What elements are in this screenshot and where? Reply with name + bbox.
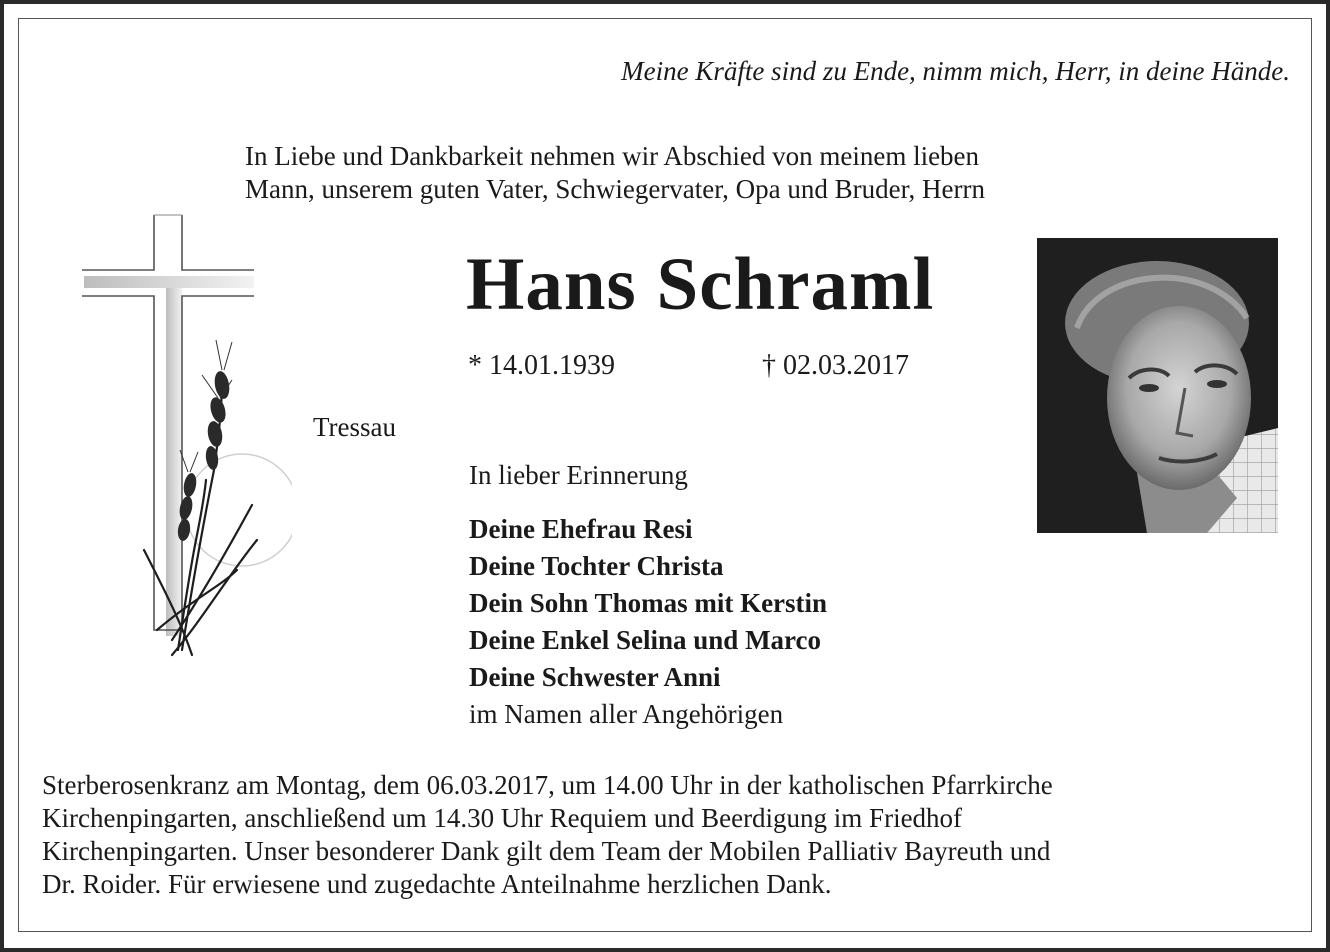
intro-line: Mann, unserem guten Vater, Schwiegervater, Opa und Bruder, Herrn: [245, 174, 986, 204]
mourner: Deine Tochter Christa: [469, 551, 724, 581]
notice-line: Dr. Roider. Für erwiesene und zugedachte Anteilnahme herzlichen Dank.: [42, 869, 832, 899]
home-place: Tressau: [313, 412, 397, 442]
mourners-list: [469, 511, 827, 733]
death-date: † 02.03.2017: [762, 350, 909, 381]
birth-date: * 14.01.1939: [468, 350, 615, 381]
cross-with-wheat-icon: [72, 210, 292, 670]
service-notice: [42, 769, 1053, 901]
wheat-stalks: [144, 380, 257, 655]
notice-line: Kirchenpingarten. Unser besonderer Dank gilt dem Team der Mobilen Palliativ Bayreuth und: [42, 836, 1051, 866]
deceased-name: Hans Schraml: [466, 243, 935, 326]
cross-shading: [84, 276, 254, 288]
mourner: Deine Ehefrau Resi: [469, 514, 693, 544]
eye: [1139, 384, 1159, 392]
notice-line: Sterberosenkranz am Montag, dem 06.03.2017, um 14.00 Uhr in der katholischen Pfarrkirche: [42, 770, 1053, 800]
wheat-awns: [180, 340, 232, 472]
mourner: Dein Sohn Thomas mit Kerstin: [469, 588, 828, 618]
mourners-closing: im Namen aller Angehörigen: [469, 699, 784, 729]
intro-line: In Liebe und Dankbarkeit nehmen wir Abschied von meinem lieben: [245, 141, 980, 171]
notice-line: Kirchenpingarten, anschließend um 14.30 Uhr Requiem und Beerdigung im Friedhof: [42, 803, 963, 833]
eye: [1207, 380, 1227, 388]
portrait-photo: [1037, 238, 1278, 533]
intro-text: [245, 140, 985, 206]
mourner: Deine Schwester Anni: [469, 662, 721, 692]
memory-line: In lieber Erinnerung: [469, 460, 688, 490]
wheat-ears: [177, 370, 232, 542]
mourner: Deine Enkel Selina und Marco: [469, 625, 822, 655]
motto-verse: Meine Kräfte sind zu Ende, nimm mich, Herr, in deine Hände.: [621, 56, 1290, 86]
cross-shading: [166, 276, 182, 636]
